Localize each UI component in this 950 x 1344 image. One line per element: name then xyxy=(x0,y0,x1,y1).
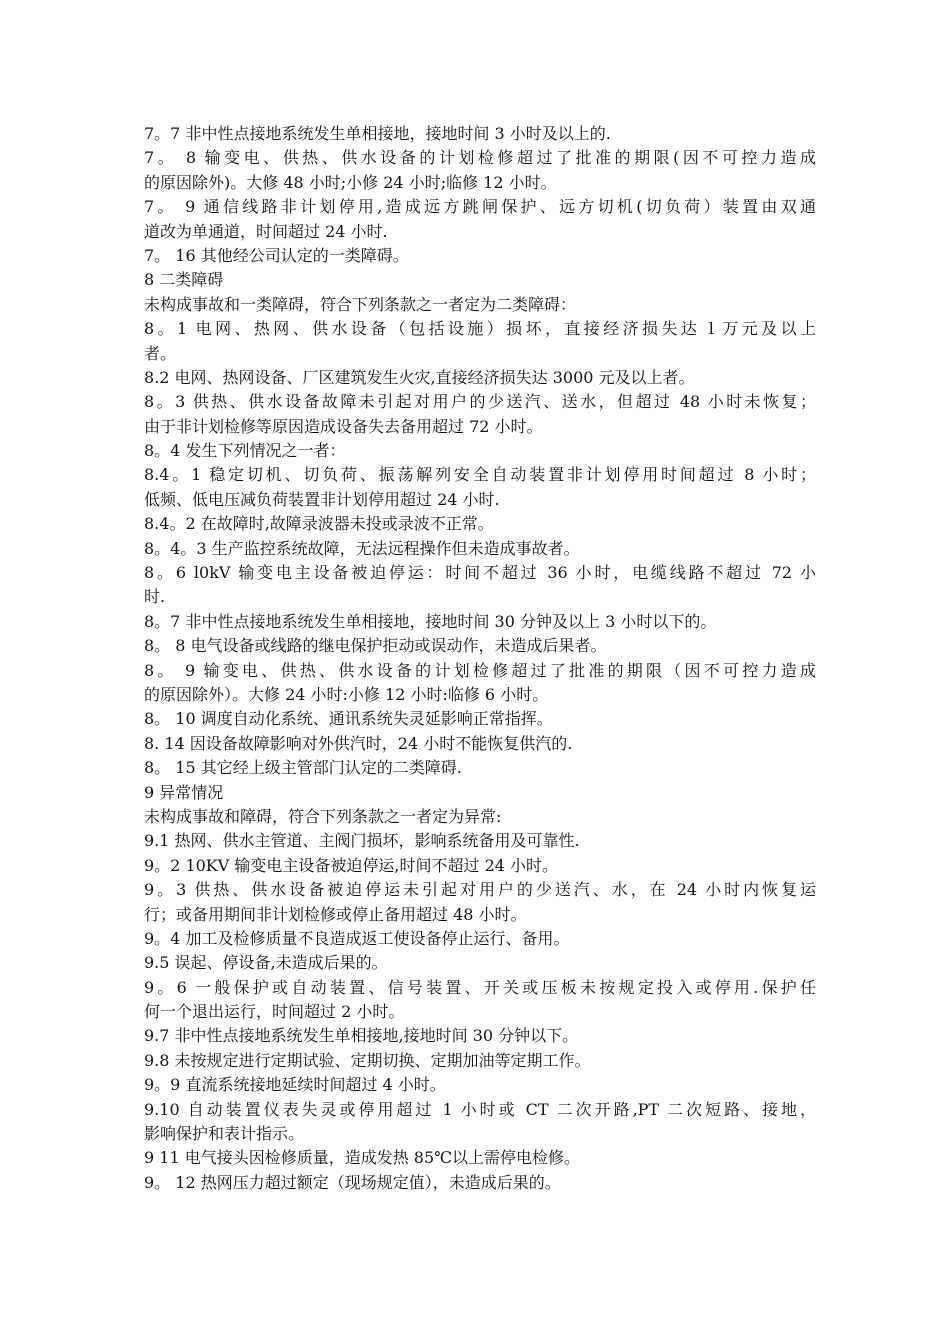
text-line: 8.4。2 在故障时,故障录波器未投或录波不正常。 xyxy=(144,514,494,534)
text-line: 9。4 加工及检修质量不良造成返工使设备停止运行、备用。 xyxy=(144,928,570,948)
text-line: 9 11 电气接头因检修质量，造成发热 85℃以上需停电检修。 xyxy=(144,1148,581,1168)
text-line: 9。2 10KV 输变电主设备被迫停运,时间不超过 24 小时。 xyxy=(144,855,559,875)
text-line: 7。 9 通信线路非计划停用,造成远方跳闸保护、远方切机(切负荷）装置由双通 xyxy=(144,197,816,217)
text-line: 9.1 热网、供水主管道、主阀门损坏，影响系统备用及可靠性. xyxy=(144,831,580,851)
text-line: 9。 12 热网压力超过额定（现场规定值），未造成后果的。 xyxy=(144,1172,561,1192)
text-line: 8。4 发生下列情况之一者： xyxy=(144,441,346,461)
text-line: 8。7 非中性点接地系统发生单相接地，接地时间 30 分钟及以上 3 小时以下的。 xyxy=(144,611,717,631)
text-line: 的原因除外)。大修 48 小时;小修 24 小时;临修 12 小时。 xyxy=(144,172,557,192)
text-line: 时. xyxy=(144,587,166,607)
text-line: 8。6 l0kV 输变电主设备被迫停运：时间不超过 36 小时，电缆线路不超过 72 小 xyxy=(144,563,816,583)
text-line: 未构成事故和一类障碍，符合下列条款之一者定为二类障碍： xyxy=(144,294,577,314)
text-line: 8. 14 因设备故障影响对外供汽时，24 小时不能恢复供汽的. xyxy=(144,733,573,753)
text-line: 8.4。1 稳定切机、切负荷、振荡解列安全自动装置非计划停用时间超过 8 小时； xyxy=(144,465,816,485)
text-line: 9.8 未按规定进行定期试验、定期切换、定期加油等定期工作。 xyxy=(144,1050,591,1070)
section-heading: 8 二类障碍 xyxy=(144,270,224,290)
text-line: 9.10 自动装置仪表失灵或停用超过 1 小时或 CT 二次开路,PT 二次短路、接地， xyxy=(144,1099,816,1119)
text-line: 影响保护和表计指示。 xyxy=(144,1124,305,1144)
text-line: 9。6 一般保护或自动装置、信号装置、开关或压板未按规定投入或停用.保护任 xyxy=(144,977,816,997)
text-line: 9。3 供热、供水设备被迫停运未引起对用户的少送汽、水，在 24 小时内恢复运 xyxy=(144,880,816,900)
text-line: 者。 xyxy=(144,343,177,363)
text-line: 8。 9 输变电、供热、供水设备的计划检修超过了批准的期限（因不可控力造成 xyxy=(144,660,816,680)
text-line: 8。1 电网、热网、供水设备（包括设施）损坏，直接经济损失达 l 万元及以上 xyxy=(144,319,816,339)
text-line: 由于非计划检修等原因造成设备失去备用超过 72 小时。 xyxy=(144,416,543,436)
text-line: 行；或备用期间非计划检修或停止备用超过 48 小时。 xyxy=(144,904,527,924)
text-line: 8。 10 调度自动化系统、通讯系统失灵延影响正常指挥。 xyxy=(144,709,553,729)
text-line: 9。9 直流系统接地延续时间超过 4 小时。 xyxy=(144,1075,446,1095)
text-line: 7。 8 输变电、供热、供水设备的计划检修超过了批准的期限(因不可控力造成 xyxy=(144,148,816,168)
text-line: 7。7 非中性点接地系统发生单相接地，接地时间 3 小时及以上的. xyxy=(144,124,611,143)
text-line: 未构成事故和障碍，符合下列条款之一者定为异常: xyxy=(144,806,502,826)
text-line: 的原因除外）。大修 24 小时:小修 12 小时:临修 6 小时。 xyxy=(144,684,549,704)
document-body xyxy=(144,122,816,1195)
text-line: 何一个退出运行，时间超过 2 小时。 xyxy=(144,1002,405,1022)
text-line: 道改为单通道，时间超过 24 小时. xyxy=(144,221,388,241)
text-line: 8。 15 其它经上级主管部门认定的二类障碍. xyxy=(144,758,462,778)
text-line: 8。 8 电气设备或线路的继电保护拒动或误动作，未造成后果者。 xyxy=(144,636,607,656)
section-heading: 9 异常情况 xyxy=(144,782,224,802)
text-line: 9.5 误起、停设备,未造成后果的。 xyxy=(144,953,388,973)
text-line: 8。4。3 生产监控系统故障，无法远程操作但未造成事故者。 xyxy=(144,538,580,558)
text-line: 低频、低电压减负荷装置非计划停用超过 24 小时. xyxy=(144,489,500,509)
text-line: 8.2 电网、热网设备、厂区建筑发生火灾,直接经济损失达 3000 元及以上者。 xyxy=(144,367,695,387)
text-line: 8。3 供热、供水设备故障未引起对用户的少送汽、送水，但超过 48 小时未恢复； xyxy=(144,392,816,412)
text-line: 9.7 非中性点接地系统发生单相接地,接地时间 30 分钟以下。 xyxy=(144,1026,579,1046)
text-line: 7。 16 其他经公司认定的一类障碍。 xyxy=(144,245,409,265)
